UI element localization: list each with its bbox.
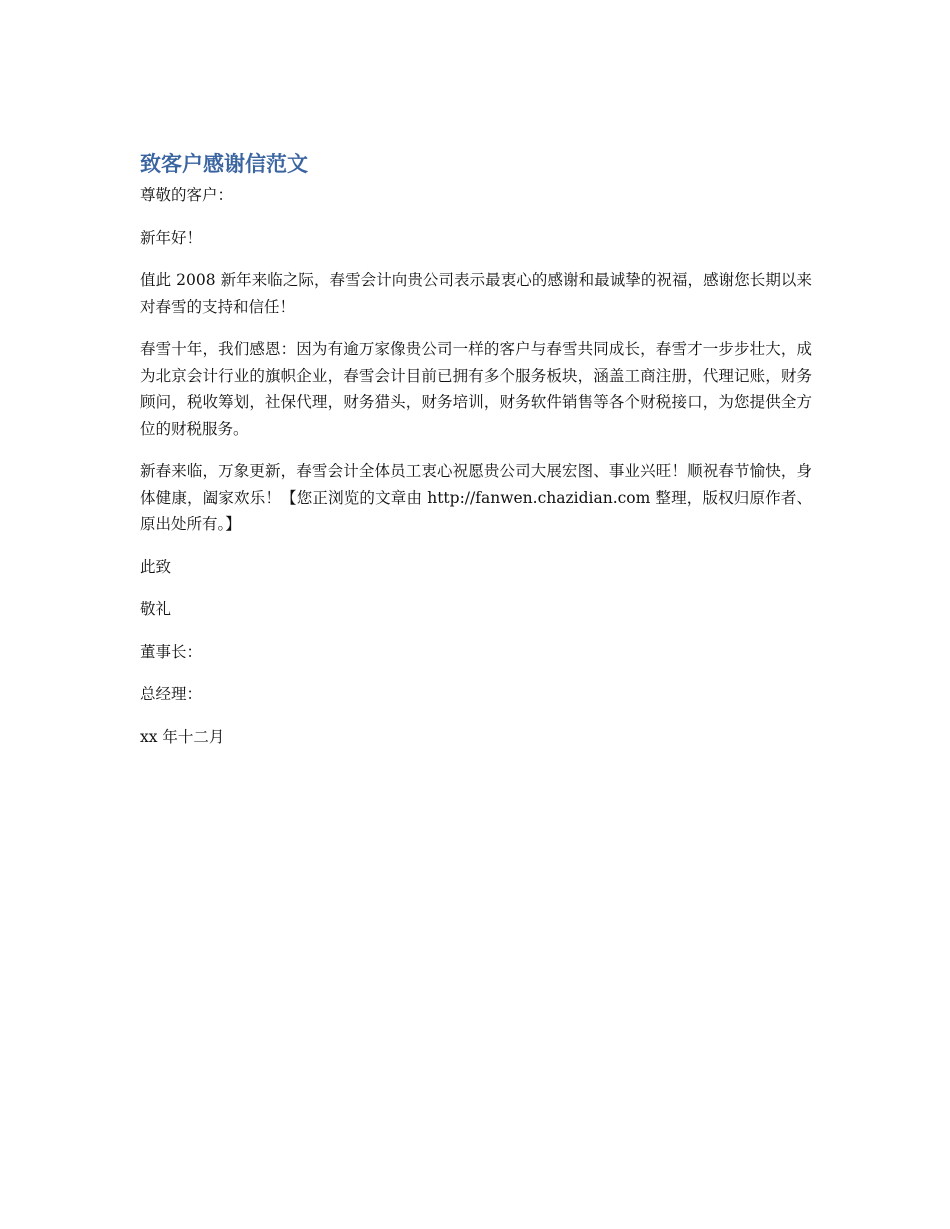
greeting: 新年好！ bbox=[140, 228, 203, 247]
document-title: 致客户感谢信范文 bbox=[140, 152, 308, 176]
signer-chairman: 董事长： bbox=[140, 642, 203, 661]
body-paragraph-1: 值此 2008 新年来临之际，春雪会计向贵公司表示最衷心的感谢和最诚挚的祝福，感谢您长期以来对春雪的支持和信任！ bbox=[140, 271, 812, 316]
letter-date: xx 年十二月 bbox=[140, 727, 225, 746]
document-page bbox=[140, 148, 812, 766]
closing-line-2: 敬礼 bbox=[140, 600, 172, 618]
body-paragraph-2: 春雪十年，我们感恩：因为有逾万家像贵公司一样的客户与春雪共同成长，春雪才一步步壮大，成为北京会计行业的旗帜企业，春雪会计目前已拥有多个服务板块，涵盖工商注册，代理记账，财务顾问，税收筹划，社保代理，财务猎头，财务培训，财务软件销售等各个财税接口，为您提供全方位的财税服务。 bbox=[140, 340, 812, 438]
salutation: 尊敬的客户： bbox=[140, 186, 234, 204]
signer-manager: 总经理： bbox=[140, 685, 203, 703]
body-paragraph-3: 新春来临，万象更新，春雪会计全体员工衷心祝愿贵公司大展宏图、事业兴旺！顺祝春节愉快，身体健康，阖家欢乐！【您正浏览的文章由 http://fanwen.chazidian.com 整理，版权归原作者、原出处所有。】 bbox=[140, 462, 812, 533]
closing-line-1: 此致 bbox=[140, 557, 172, 576]
